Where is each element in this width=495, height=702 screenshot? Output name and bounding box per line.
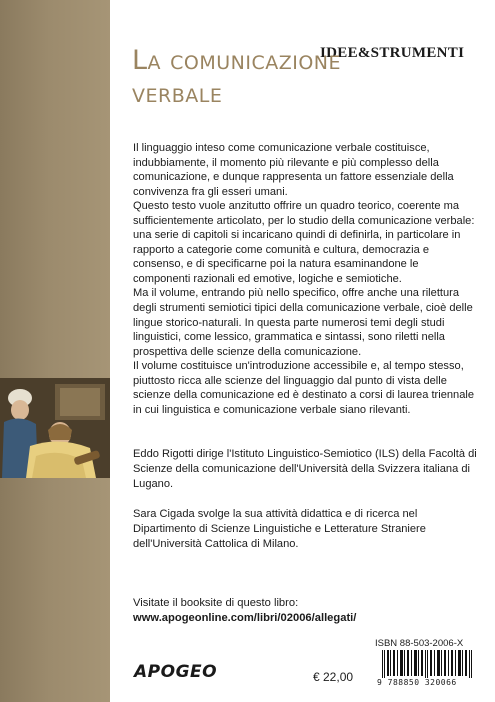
booksite-url-link[interactable]: www.apogeonline.com/libri/02006/allegati/ (133, 612, 357, 624)
barcode-digits: 9 788850 320066 (377, 678, 457, 687)
cover-spine-band (0, 0, 110, 702)
painting-illustration (0, 378, 110, 478)
book-price: € 22,00 (313, 670, 354, 684)
publisher-logo: APOGEO (134, 662, 218, 682)
barcode (380, 650, 476, 678)
book-title-line-1: La comunicazione (132, 45, 342, 76)
description-paragraph: Questo testo vuole anzitutto offrire un quadro teorico, coerente ma sufficientemente articolato, per lo studio della comunicazione verbale: una serie di capitoli si incaricano quindi di definirla, in particolare in rapporto a categorie come comunità e cultura, democrazia e consenso, e di specificarne poi la natura esaminandone le componenti razionali ed emotive, logiche e semiotiche. (133, 200, 475, 285)
booksite-label: Visitate il booksite di questo libro: (133, 597, 299, 609)
isbn-number: ISBN 88-503-2006-X (375, 638, 464, 649)
book-title (132, 44, 342, 110)
description-paragraph: Il linguaggio inteso come comunicazione verbale costituisce, indubbiamente, il momento più rilevante e più complesso della comunicazione, e dunque rappresenta un fattore essenziale della convivenza fra gli esseri umani. (133, 142, 454, 198)
description-paragraph: Il volume costituisce un'introduzione accessibile e, al tempo stesso, piuttosto ricca alle scienze del linguaggio dal punto di vista delle scienze della comunicazione ed è destinato a corsi di laurea triennale in cui linguistica e comunicazione verbale siano rilevanti. (133, 360, 475, 416)
book-description (133, 141, 478, 417)
series-name: IDEE&STRUMENTI (320, 45, 465, 61)
author-bio-cigada: Sara Cigada svolge la sua attività didattica e di ricerca nel Dipartimento di Scienze Linguistiche e Letterature Straniere dell'Università Cattolica di Milano. (133, 508, 426, 550)
description-paragraph: Ma il volume, entrando più nello specifico, offre anche una rilettura degli strumenti semiotici tipici della comunicazione verbale, cioè delle lingue storico-naturali. In questa parte numerosi temi degli studi linguistici, come lessico, grammatica e sintassi, sono riletti nella prospettiva delle scienze della comunicazione. (133, 287, 473, 358)
book-title-line-2: verbale (132, 78, 223, 109)
author-bio-rigotti: Eddo Rigotti dirige l'Istituto Linguistico-Semiotico (ILS) della Facoltà di Scienze della comunicazione dell'Università della Svizzera italiana di Lugano. (133, 448, 477, 490)
